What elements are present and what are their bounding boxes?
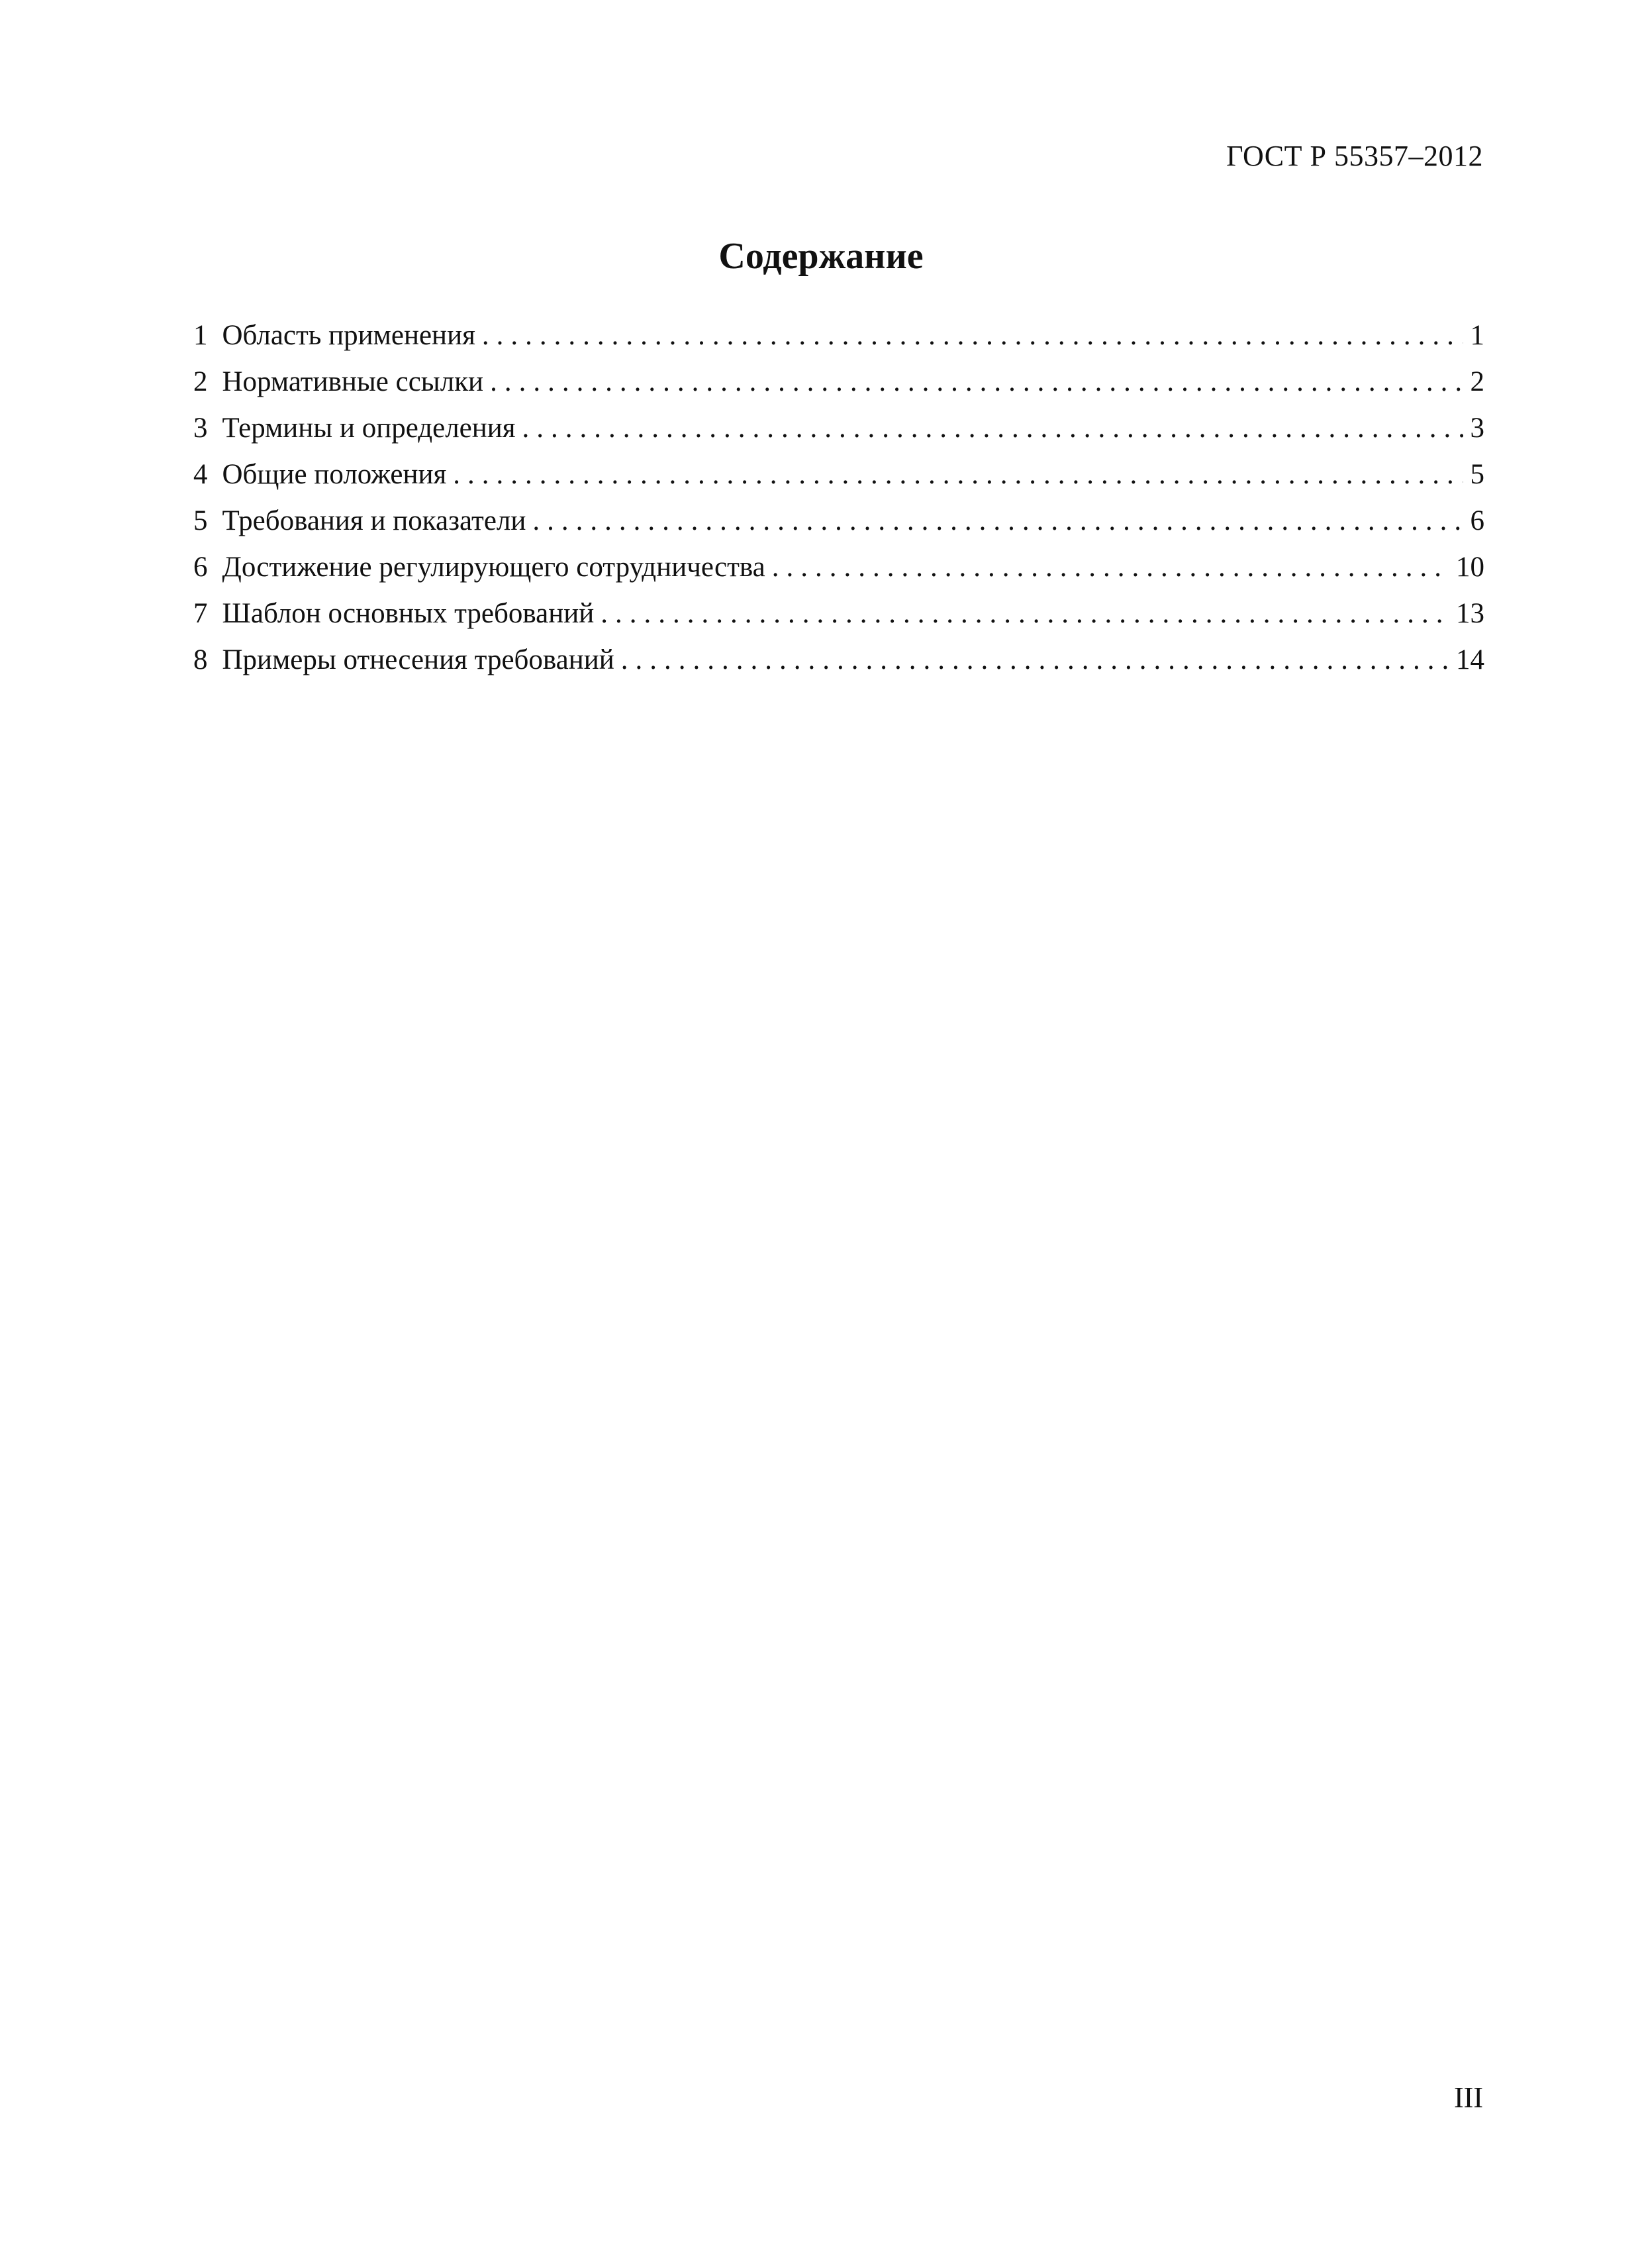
document-code: ГОСТ Р 55357–2012 (1226, 140, 1483, 172)
toc-entry-page: 1 (1470, 320, 1484, 351)
toc-entry[interactable] (193, 366, 1484, 412)
toc-entry-number: 2 (193, 366, 208, 397)
dot-leader (522, 412, 1463, 444)
toc-entry-page: 3 (1470, 413, 1484, 444)
toc-entry-page: 2 (1470, 366, 1484, 397)
toc-entry-page: 6 (1470, 505, 1484, 536)
toc-entry[interactable] (193, 644, 1484, 690)
dot-leader (490, 366, 1463, 398)
toc-entry[interactable] (193, 412, 1484, 458)
dot-leader (453, 458, 1463, 491)
dot-leader (482, 319, 1463, 352)
toc-entry-title: Общие положения (222, 459, 447, 490)
toc-entry-page: 14 (1456, 644, 1484, 675)
toc-entry-number: 3 (193, 413, 208, 444)
toc-entry-title: Область применения (222, 320, 475, 351)
dot-leader (601, 597, 1449, 630)
toc-entry-title: Достижение регулирующего сотрудничества (222, 552, 765, 583)
toc-entry[interactable] (193, 458, 1484, 505)
toc-entry-page: 5 (1470, 459, 1484, 490)
dot-leader (772, 551, 1449, 583)
toc-entry-title: Термины и определения (222, 413, 516, 444)
toc-entry-number: 1 (193, 320, 208, 351)
toc-entry-title: Требования и показатели (222, 505, 526, 536)
toc-entry-number: 4 (193, 459, 208, 490)
toc-entry-page: 13 (1456, 598, 1484, 629)
toc-entry-page: 10 (1456, 552, 1484, 583)
dot-leader (621, 644, 1449, 676)
page-number: III (1454, 2081, 1483, 2114)
table-of-contents (193, 319, 1484, 690)
toc-entry[interactable] (193, 551, 1484, 597)
toc-entry-title: Нормативные ссылки (222, 366, 484, 397)
toc-entry[interactable] (193, 319, 1484, 366)
toc-entry-number: 6 (193, 552, 208, 583)
toc-entry-title: Шаблон основных требований (222, 598, 595, 629)
toc-entry[interactable] (193, 505, 1484, 551)
toc-entry[interactable] (193, 597, 1484, 644)
toc-entry-number: 8 (193, 644, 208, 675)
toc-entry-title: Примеры отнесения требований (222, 644, 614, 675)
toc-entry-number: 5 (193, 505, 208, 536)
toc-title: Содержание (718, 236, 924, 277)
dot-leader (532, 505, 1463, 537)
toc-entry-number: 7 (193, 598, 208, 629)
